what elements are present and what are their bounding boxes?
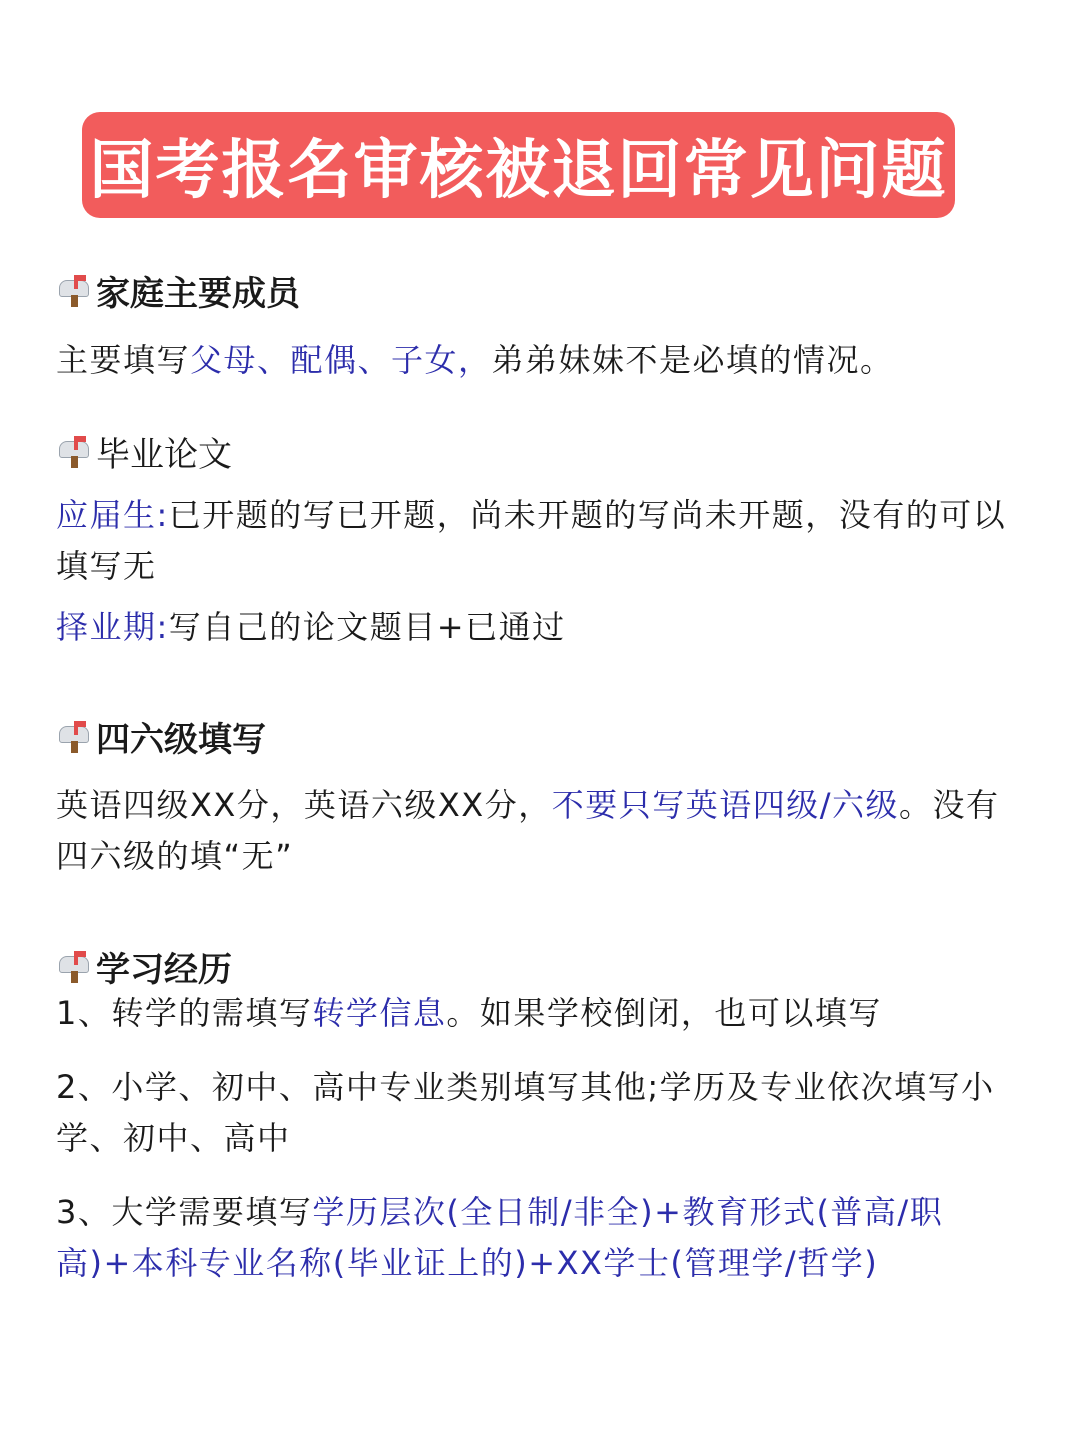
mailbox-icon xyxy=(56,275,92,307)
section-heading-text: 学习经历 xyxy=(96,950,232,990)
cet-text-2: 。没有四六级的填“无” xyxy=(56,786,1000,875)
education-item-1-highlight: 转学信息 xyxy=(312,994,447,1032)
thesis-paragraph-job-period xyxy=(56,602,1016,653)
education-item-3-highlight: 学历层次(全日制/非全)+教育形式(普高/职高)+本科专业名称(毕业证上的)+XX学士(管理学/哲学) xyxy=(56,1193,944,1282)
cet-paragraph xyxy=(56,780,1016,882)
section-heading-text: 家庭主要成员 xyxy=(96,274,300,314)
family-highlight: 父母、配偶、子女， xyxy=(190,341,492,379)
education-item-2-text: 2、小学、初中、高中专业类别填写其他;学历及专业依次填写小学、初中、高中 xyxy=(56,1068,995,1157)
thesis-graduate-label: 应届生: xyxy=(56,496,169,534)
cet-highlight: 不要只写英语四级/六级 xyxy=(551,786,899,824)
education-item-2 xyxy=(56,1062,1016,1164)
education-item-1-text-2: 。如果学校倒闭，也可以填写 xyxy=(446,994,882,1032)
page-title: 国考报名审核被退回常见问题 xyxy=(89,134,948,208)
section-heading-text: 毕业论文 xyxy=(96,435,232,475)
education-item-3-text: 3、大学需要填写 xyxy=(56,1193,313,1231)
education-item-1-text-1: 1、转学的需填写 xyxy=(56,994,313,1032)
family-text-2: 弟弟妹妹不是必填的情况。 xyxy=(491,341,894,379)
section-heading-cet xyxy=(56,712,1016,761)
section-heading-text: 四六级填写 xyxy=(96,720,266,760)
section-heading-thesis xyxy=(56,427,1016,476)
family-paragraph xyxy=(56,335,1016,386)
title-banner xyxy=(82,112,955,218)
thesis-job-period-label: 择业期: xyxy=(56,608,169,646)
thesis-graduate-text: 已开题的写已开题，尚未开题的写尚未开题，没有的可以填写无 xyxy=(56,496,1007,585)
mailbox-icon xyxy=(56,951,92,983)
education-item-1 xyxy=(56,988,1016,1039)
section-heading-family xyxy=(56,266,1016,315)
cet-text-1: 英语四级XX分，英语六级XX分， xyxy=(56,786,552,824)
mailbox-icon xyxy=(56,436,92,468)
thesis-job-period-text: 写自己的论文题目+已通过 xyxy=(168,608,566,646)
education-item-3 xyxy=(56,1187,1016,1289)
thesis-paragraph-graduate xyxy=(56,490,1016,592)
family-text-1: 主要填写 xyxy=(56,341,191,379)
section-heading-education xyxy=(56,942,1016,991)
mailbox-icon xyxy=(56,721,92,753)
